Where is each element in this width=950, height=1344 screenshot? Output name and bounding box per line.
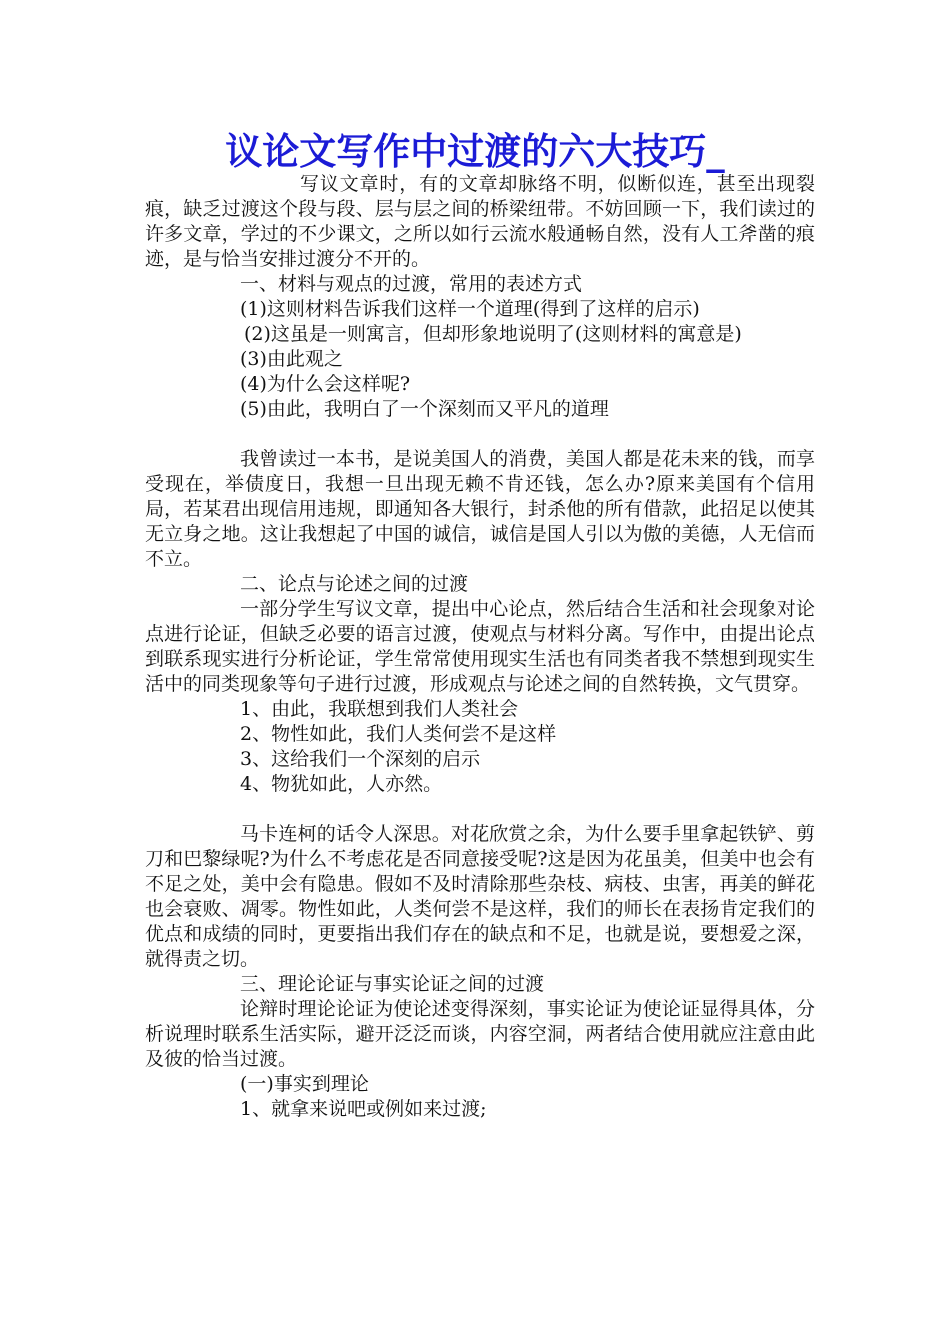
document-title: 议论文写作中过渡的六大技巧_ xyxy=(225,130,725,173)
section1-item-3: (3)由此观之 xyxy=(240,348,343,370)
section1-example: 我曾读过一本书，是说美国人的消费，美国人都是花未来的钱，而享受现在，举债度日，我想一旦出现无赖不肯还钱，怎么办?原来美国有个信用局，若某君出现信用违规，即通知各大银行，封杀他的所有借款，此招足以使其无立身之地。这让我想起了中国的诚信，诚信是国人引以为傲的美德，人无信而不立。 xyxy=(145,448,815,570)
section2-example: 马卡连柯的话令人深思。对花欣赏之余，为什么要手里拿起铁铲、剪刀和巴黎绿呢?为什么不考虑花是否同意接受呢?这是因为花虽美，但美中也会有不足之处，美中会有隐患。假如不及时清除那些杂枝、病枝、虫害，再美的鲜花也会衰败、凋零。物性如此，人类何尝不是这样，我们的师长在表扬肯定我们的优点和成绩的同时，更要指出我们存在的缺点和不足，也就是说，要想爱之深，就得责之切。 xyxy=(145,823,815,970)
section3-subheading: (一)事实到理论 xyxy=(240,1073,369,1095)
intro-paragraph: 写议文章时，有的文章却脉络不明，似断似连，甚至出现裂痕，缺乏过渡这个段与段、层与层之间的桥梁纽带。不妨回顾一下，我们读过的许多文章，学过的不少课文，之所以如行云流水般通畅自然，没有人工斧凿的痕迹，是与恰当安排过渡分不开的。 xyxy=(145,173,815,270)
section1-item-5: (5)由此，我明白了一个深刻而又平凡的道理 xyxy=(240,398,609,420)
section3-item-1: 1、就拿来说吧或例如来过渡; xyxy=(240,1098,487,1120)
blank-line xyxy=(145,422,815,447)
section1-item-1: (1)这则材料告诉我们这样一个道理(得到了这样的启示) xyxy=(240,298,700,320)
section1-item-2: (2)这虽是一则寓言，但却形象地说明了(这则材料的寓意是) xyxy=(244,323,742,345)
section3-heading: 三、理论论证与事实论证之间的过渡 xyxy=(240,973,545,995)
section1-heading: 一、材料与观点的过渡，常用的表述方式 xyxy=(240,273,583,295)
section2-item-4: 4、物犹如此，人亦然。 xyxy=(240,773,443,795)
section2-paragraph: 一部分学生写议文章，提出中心论点，然后结合生活和社会现象对论点进行论证，但缺乏必要的语言过渡，使观点与材料分离。写作中，由提出论点到联系现实进行分析论证，学生常常使用现实生活也有同类者我不禁想到现实生活中的同类现象等句子进行过渡，形成观点与论述之间的自然转换，文气贯穿。 xyxy=(145,598,815,695)
section2-item-1: 1、由此，我联想到我们人类社会 xyxy=(240,698,519,720)
section2-heading: 二、论点与论述之间的过渡 xyxy=(240,573,469,595)
section2-item-2: 2、物性如此，我们人类何尝不是这样 xyxy=(240,723,557,745)
section1-item-4: (4)为什么会这样呢? xyxy=(240,373,411,395)
section3-paragraph: 论辩时理论论证为使论述变得深刻，事实论证为使论证显得具体，分析说理时联系生活实际，避开泛泛而谈，内容空洞，两者结合使用就应注意由此及彼的恰当过渡。 xyxy=(145,998,815,1070)
document-body xyxy=(145,172,815,1122)
blank-line xyxy=(145,797,815,822)
section2-item-3: 3、这给我们一个深刻的启示 xyxy=(240,748,481,770)
